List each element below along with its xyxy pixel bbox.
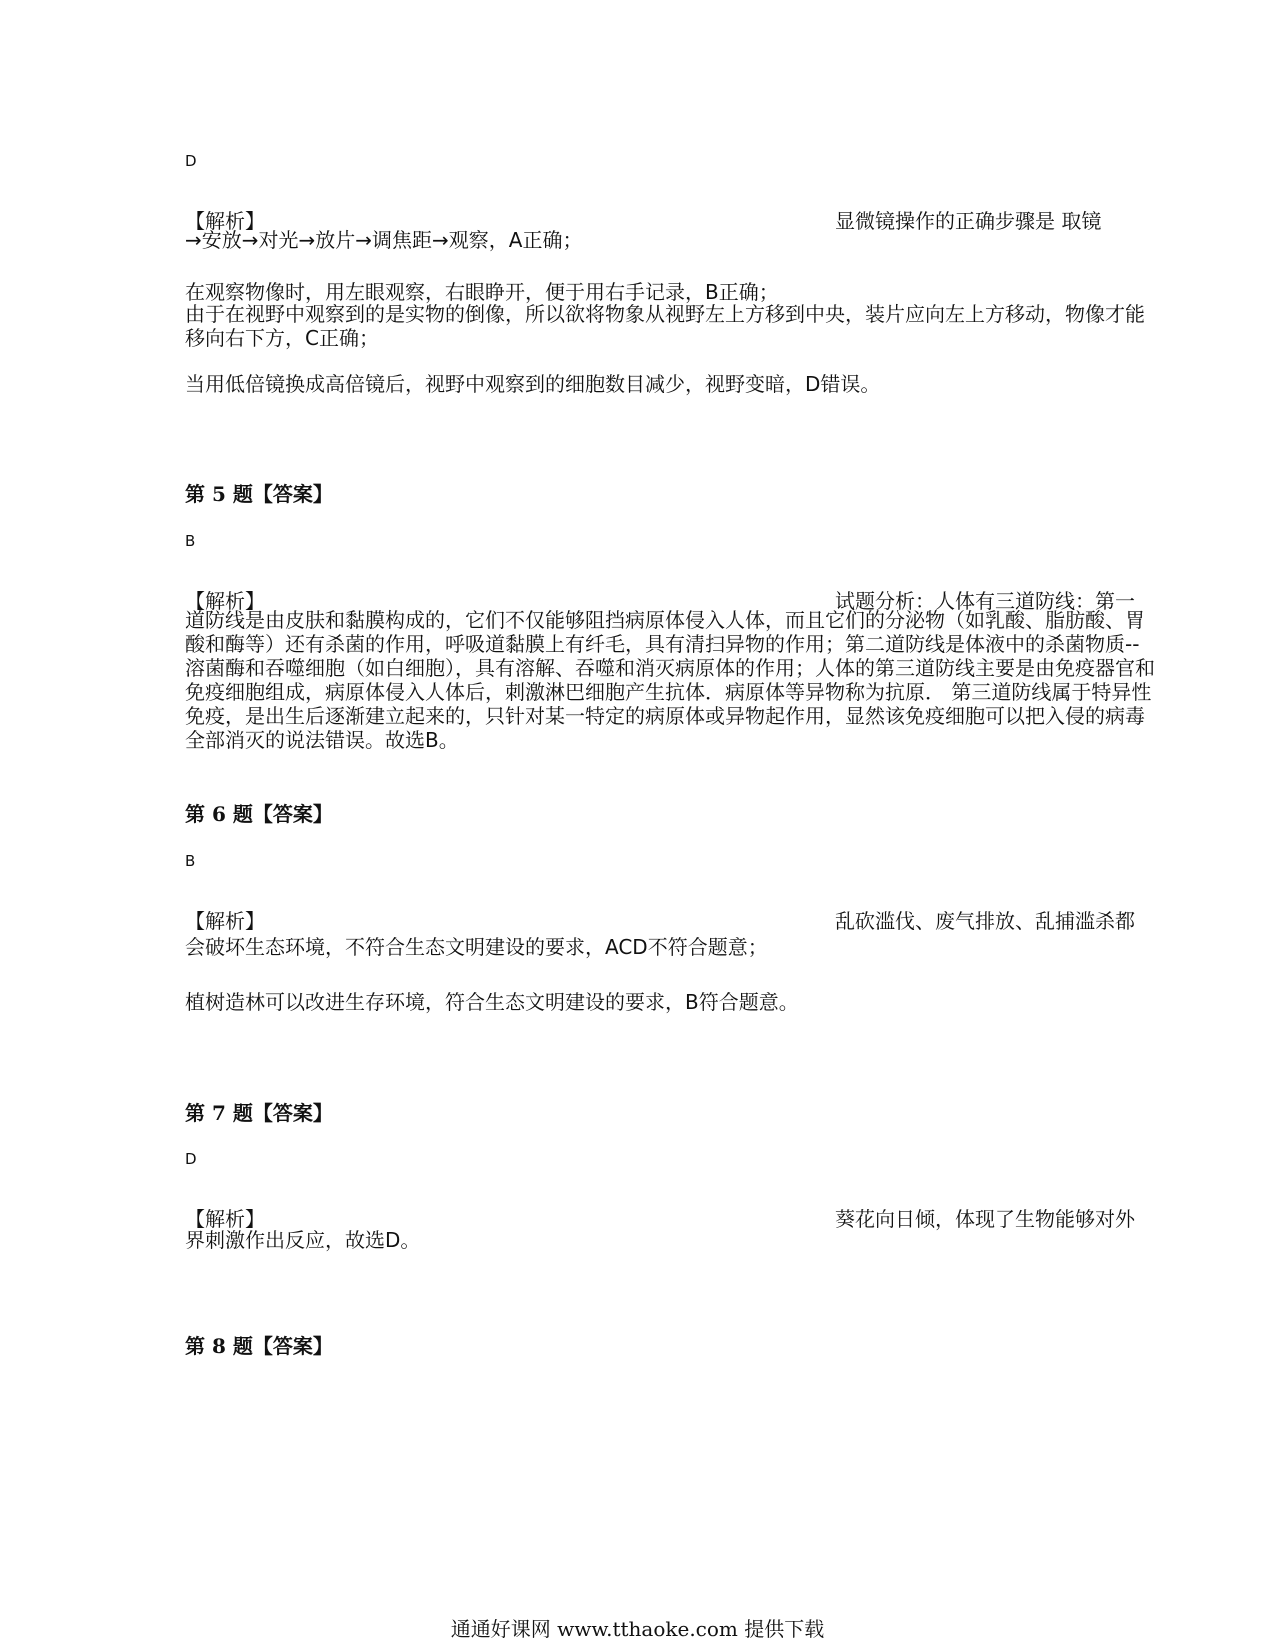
q4-line-4: 当用低倍镜换成高倍镜后，视野中观察到的细胞数目减少，视野变暗，D错误。	[185, 372, 881, 396]
q6-analysis-label: 【解析】	[185, 909, 265, 933]
q7-answer: D	[185, 1150, 197, 1168]
q4-analysis-start: 显微镜操作的正确步骤是 取镜	[835, 209, 1102, 233]
q4-line-3: 由于在视野中观察到的是实物的倒像，所以欲将物象从视野左上方移到中央，装片应向左上方移动，物像才能移向右下方，C正确；	[185, 302, 1145, 350]
q7-analysis-start: 葵花向日倾，体现了生物能够对外	[835, 1207, 1135, 1231]
q5-answer: B	[185, 532, 196, 550]
q8-heading: 第 8 题【答案】	[185, 1334, 333, 1358]
q6-answer: B	[185, 852, 196, 870]
q5-analysis-label: 【解析】	[185, 589, 265, 613]
q4-analysis-label: 【解析】	[185, 209, 265, 233]
q6-heading: 第 6 题【答案】	[185, 802, 333, 826]
q4-line-1: →安放→对光→放片→调焦距→观察，A正确；	[185, 228, 583, 252]
q5-heading: 第 5 题【答案】	[185, 482, 333, 506]
q4-line-2: 在观察物像时，用左眼观察，右眼睁开，便于用右手记录，B正确；	[185, 280, 779, 304]
q7-heading: 第 7 题【答案】	[185, 1101, 333, 1125]
page-footer: 通通好课网 www.tthaoke.com 提供下载	[450, 1617, 825, 1641]
q4-answer: D	[185, 152, 197, 170]
q5-analysis-start: 试题分析：人体有三道防线：第一	[835, 589, 1135, 613]
q5-body: 道防线是由皮肤和黏膜构成的，它们不仅能够阻挡病原体侵入人体，而且它们的分泌物（如乳酸、脂肪酸、胃酸和酶等）还有杀菌的作用，呼吸道黏膜上有纤毛，具有清扫异物的作用；第二道防线是体液中的杀菌物质--溶菌酶和吞噬细胞（如白细胞），具有溶解、吞噬和消灭病原体的作用；人体的第三道防线主要是由免疫器官和免疫细胞组成，病原体侵入人体后，刺激淋巴细胞产生抗体．病原体等异物称为抗原． 第三道防线属于特异性免疫，是出生后逐渐建立起来的，只针对某一特定的病原体或异物起作用，显然该免疫细胞可以把入侵的病毒全部消灭的说法错误。故选B。	[185, 608, 1155, 752]
q7-line-1: 界刺激作出反应，故选D。	[185, 1228, 421, 1252]
q6-line-2: 植树造林可以改进生存环境，符合生态文明建设的要求，B符合题意。	[185, 990, 799, 1014]
q6-analysis-start: 乱砍滥伐、废气排放、乱捕滥杀都	[835, 909, 1135, 933]
q6-line-1: 会破坏生态环境，不符合生态文明建设的要求，ACD不符合题意；	[185, 935, 768, 959]
q7-analysis-label: 【解析】	[185, 1207, 265, 1231]
